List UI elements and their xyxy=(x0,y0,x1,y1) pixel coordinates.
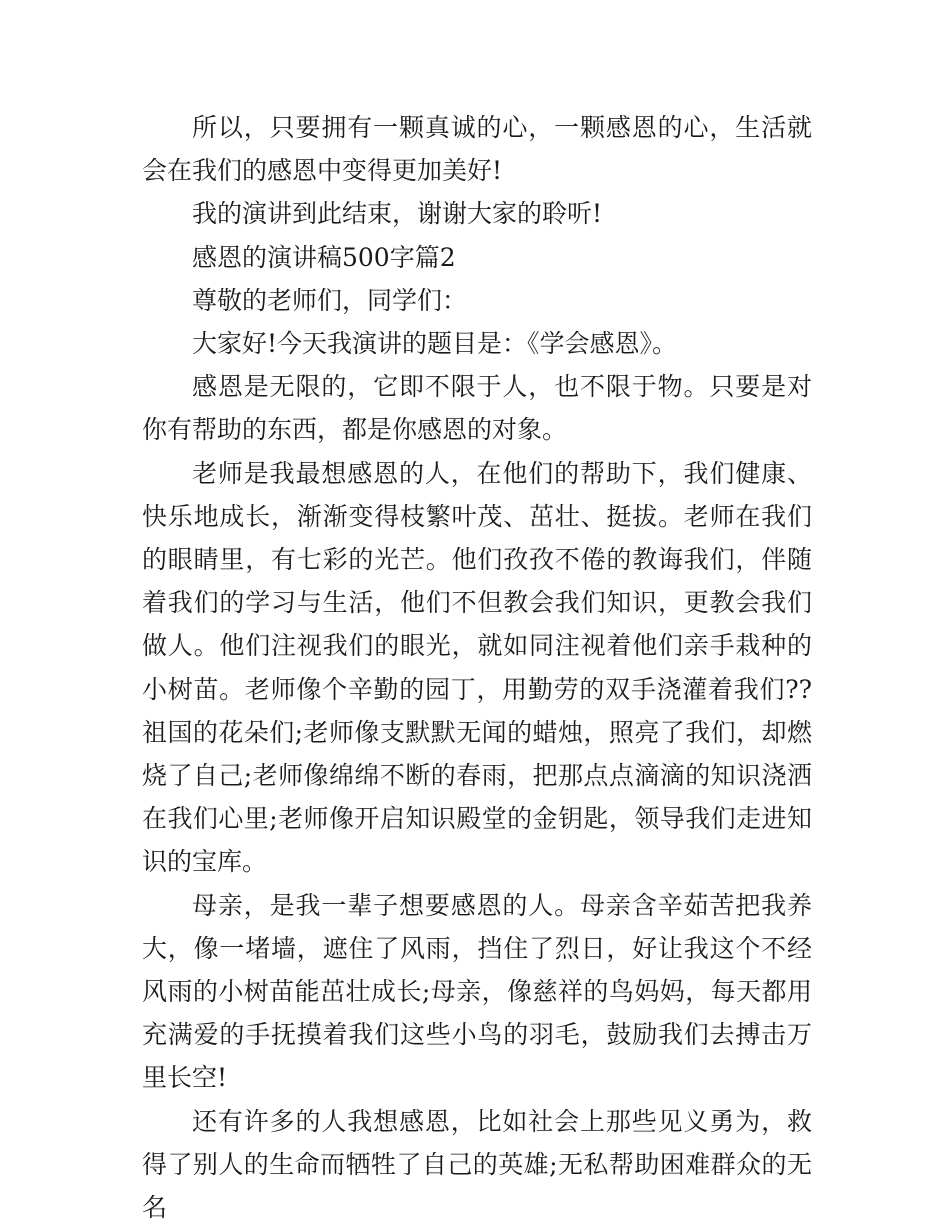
paragraph-closing: 我的演讲到此结束，谢谢大家的聆听! xyxy=(192,199,603,229)
paragraph-teachers: 老师是我最想感恩的人，在他们的帮助下，我们健康、快乐地成长，渐渐变得枝繁叶茂、茁壮、挺拔。老师在我们的眼睛里，有七彩的光芒。他们孜孜不倦的教诲我们，伴随着我们的学习与生活，他们不但教会我们知识，更教会我们做人。他们注视我们的眼光，就如同注视着他们亲手栽种的小树苗。老师像个辛勤的园丁，用勤劳的双手浇灌着我们??祖国的花朵们;老师像支默默无闻的蜡烛，照亮了我们，却燃烧了自己;老师像绵绵不断的春雨，把那点点滴滴的知识浇洒在我们心里;老师像开启知识殿堂的金钥匙，领导我们走进知识的宝库。 xyxy=(142,458,812,877)
paragraph-salutation: 尊敬的老师们，同学们： xyxy=(192,285,468,315)
section-title: 感恩的演讲稿500字篇2 xyxy=(192,242,456,272)
paragraph-greeting: 大家好!今天我演讲的题目是：《学会感恩》。 xyxy=(192,329,678,359)
document-body xyxy=(142,106,812,1229)
paragraph-conclusion: 所以，只要拥有一颗真诚的心，一颗感恩的心，生活就会在我们的感恩中变得更加美好! xyxy=(142,113,812,186)
paragraph-gratitude-intro: 感恩是无限的，它即不限于人，也不限于物。只要是对你有帮助的东西，都是你感恩的对象。 xyxy=(142,372,812,445)
paragraph-others: 还有许多的人我想感恩，比如社会上那些见义勇为，救得了别人的生命而牺牲了自己的英雄;无私帮助困难群众的无名 xyxy=(142,1106,812,1223)
paragraph-mother: 母亲，是我一辈子想要感恩的人。母亲含辛茹苦把我养大，像一堵墙，遮住了风雨，挡住了烈日，好让我这个不经风雨的小树苗能茁壮成长;母亲，像慈祥的鸟妈妈，每天都用充满爱的手抚摸着我们这些小鸟的羽毛，鼓励我们去搏击万里长空! xyxy=(142,890,812,1093)
